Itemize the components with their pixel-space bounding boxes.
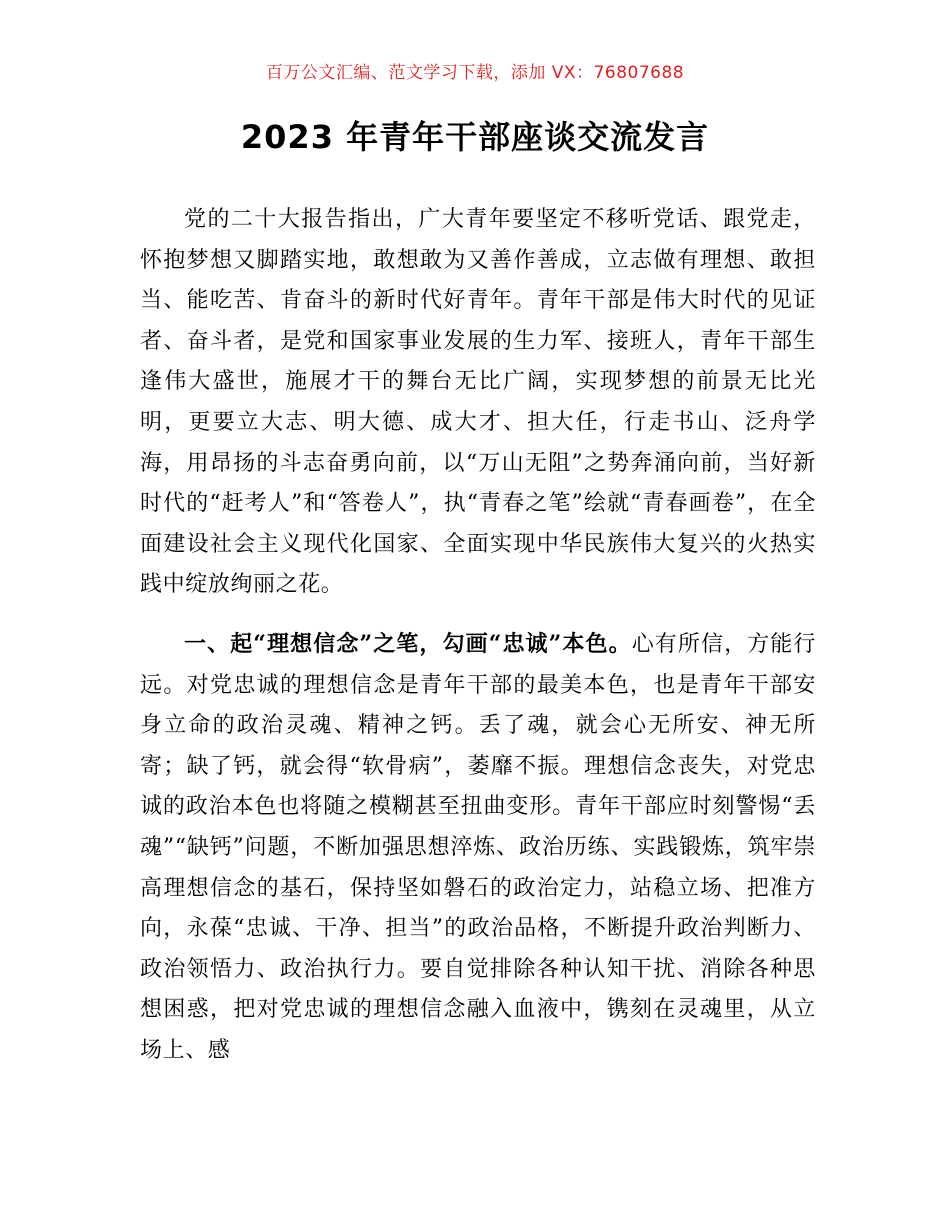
paragraph-intro-text: 党的二十大报告指出，广大青年要坚定不移听党话、跟党走，怀抱梦想又脚踏实地，敢想敢为又善作善成，立志做有理想、敢担当、能吃苦、肯奋斗的新时代好青年。青年干部是伟大时代的见证者、奋斗者，是党和国家事业发展的生力军、接班人，青年干部生逢伟大盛世，施展才干的舞台无比广阔，实现梦想的前景无比光明，更要立大志、明大德、成大才、担大任，行走书山、泛舟学海，用昂扬的斗志奋勇向前，以“万山无阻”之势奔涌向前，当好新时代的“赶考人”和“答卷人”，执“青春之笔”绘就“青春画卷”，在全面建设社会主义现代化国家、全面实现中华民族伟大复兴的火热实践中绽放绚丽之花。 bbox=[140, 207, 816, 598]
section-1-heading: 一、起“理想信念”之笔，勾画“忠诚”本色。 bbox=[184, 630, 632, 657]
document-body bbox=[140, 200, 816, 1071]
section-1-text: 心有所信，方能行远。对党忠诚的理想信念是青年干部的最美本色，也是青年干部安身立命的政治灵魂、精神之钙。丢了魂，就会心无所安、神无所寄；缺了钙，就会得“软骨病”，萎靡不振。理想信念丧失，对党忠诚的政治本色也将随之模糊甚至扭曲变形。青年干部应时刻警惕“丢魂”“缺钙”问题，不断加强思想淬炼、政治历练、实践锻炼，筑牢崇高理想信念的基石，保持坚如磐石的政治定力，站稳立场、把准方向，永葆“忠诚、干净、担当”的政治品格，不断提升政治判断力、政治领悟力、政治执行力。要自觉排除各种认知干扰、消除各种思想困惑，把对党忠诚的理想信念融入血液中，镌刻在灵魂里，从立场上、感 bbox=[140, 631, 816, 1063]
header-note: 百万公文汇编、范文学习下载，添加 VX：76807688 bbox=[265, 63, 685, 83]
paragraph-section-1 bbox=[140, 624, 816, 1072]
document-title: 2023 年青年干部座谈交流发言 bbox=[240, 118, 710, 156]
paragraph-intro bbox=[140, 200, 816, 606]
